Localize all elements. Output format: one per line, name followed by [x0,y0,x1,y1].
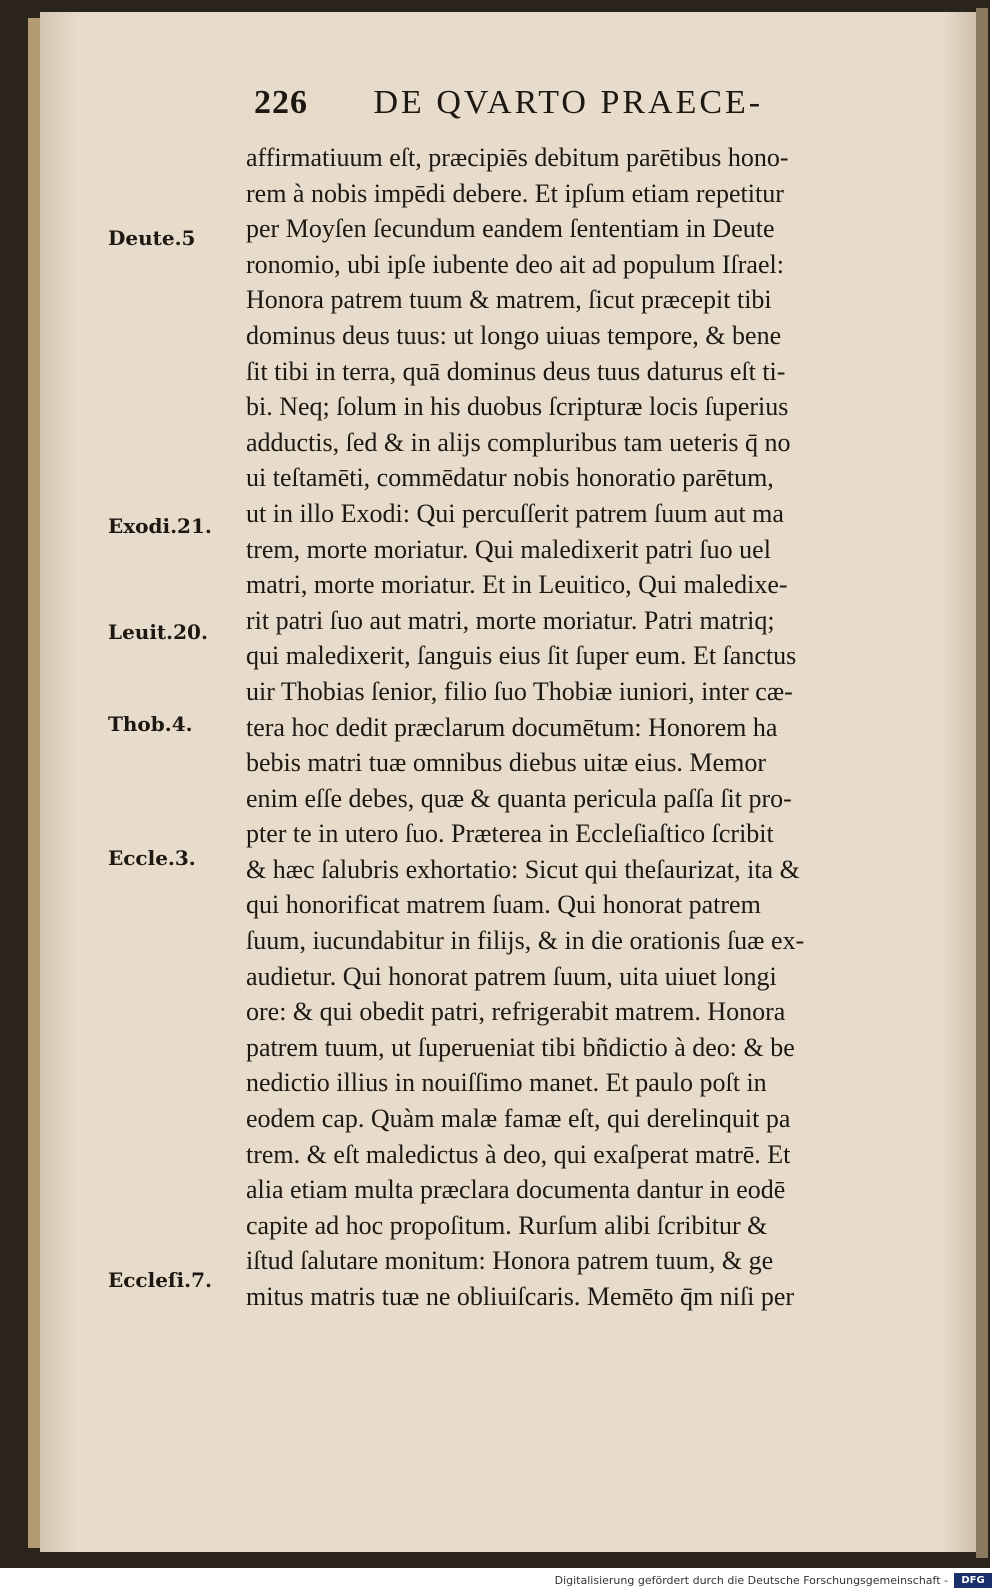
page-number: 226 [254,84,308,121]
text-line: mitus matris tuæ ne obliuiſcaris. Memēto q̄m niſi per [246,1282,795,1311]
text-line: rem à nobis impēdi debere. Et ipſum etiam repetitur [246,178,784,208]
text-line: uir Thobias ſenior, filio ſuo Thobiæ iuniori, inter cæ- [246,676,793,706]
running-title: DE QVARTO PRAECE- [373,84,764,121]
text-line: alia etiam multa præclara documenta dantur in eodē [246,1175,786,1205]
text-line: ut in illo Exodi: Qui percuſſerit patrem ſuum aut ma [246,498,784,528]
text-line: patrem tuum, ut ſuperueniat tibi bñdictio à deo: & be [246,1032,795,1062]
text-line: pter te in utero ſuo. Præterea in Eccleſiaſtico ſcribit [246,819,774,849]
text-line: ſit tibi in terra, quā dominus deus tuus daturus eſt ti- [246,356,786,386]
text-line: qui honorificat matrem ſuam. Qui honorat patrem [246,890,761,920]
marginal-note: Leuit.20. [108,620,208,644]
page-edge-right [976,8,988,1558]
footer [0,1570,1000,1593]
text-line: ore: & qui obedit patri, refrigerabit matrem. Honora [246,997,786,1027]
text-line: ronomio, ubi ipſe iubente deo ait ad populum Iſrael: [246,249,784,279]
marginal-note: Thob.4. [108,712,193,736]
text-line: rit patri ſuo aut matri, morte moriatur. Patri matriq; [246,605,775,635]
text-line: qui maledixerit, ſanguis eius ſit ſuper eum. Et ſanctus [246,641,797,671]
text-line: ui teſtamēti, commēdatur nobis honoratio parētum, [246,463,774,493]
text-line: nedictio illius in nouiſſimo manet. Et paulo poſt in [246,1068,767,1098]
text-line: trem. & eſt maledictus à deo, qui exaſperat matrē. Et [246,1139,791,1169]
text-line: eodem cap. Quàm malæ famæ eſt, qui derelinquit pa [246,1104,791,1134]
text-line: tera hoc dedit præclarum documētum: Honorem ha [246,712,778,742]
text-line: adductis, ſed & in alijs compluribus tam ueteris q̄ no [246,427,791,457]
dfg-logo: DFG [954,1573,992,1588]
footer-credit: Digitalisierung gefördert durch die Deutsche Forschungsgemeinschaft - [554,1574,948,1587]
text-line: iſtud ſalutare monitum: Honora patrem tuum, & ge [246,1246,774,1276]
text-line: Honora patrem tuum & matrem, ſicut præcepit tibi [246,285,772,315]
text-line: & hæc ſalubris exhortatio: Sicut qui theſaurizat, ita & [246,854,800,884]
marginal-note: Eccle.3. [108,846,196,870]
text-line: enim eſſe debes, quæ & quanta pericula paſſa ſit pro- [246,783,792,813]
text-line: bebis matri tuæ omnibus diebus uitæ eius. Memor [246,748,766,778]
text-line: trem, morte moriatur. Qui maledixerit patri ſuo uel [246,534,771,564]
marginal-note: Exodi.21. [108,514,212,538]
marginal-note: Deute.5 [108,226,196,250]
text-line: ſuum, iucundabitur in filijs, & in die orationis ſuæ ex- [246,926,805,956]
text-line: matri, morte moriatur. Et in Leuitico, Qui maledixe- [246,570,788,600]
running-head [254,84,954,132]
text-line: audietur. Qui honorat patrem ſuum, uita uiuet longi [246,961,777,991]
body-text [246,140,958,1315]
text-line: bi. Neq; ſolum in his duobus ſcripturæ locis ſuperius [246,392,789,422]
text-line: capite ad hoc propoſitum. Rurſum alibi ſcribitur & [246,1210,768,1240]
text-line: affirmatiuum eſt, præcipiēs debitum parētibus hono- [246,143,789,172]
text-line: dominus deus tuus: ut longo uiuas tempore, & bene [246,320,782,350]
marginal-note: Eccleſi.7. [108,1268,212,1292]
text-line: per Moyſen ſecundum eandem ſententiam in Deute [246,214,775,244]
